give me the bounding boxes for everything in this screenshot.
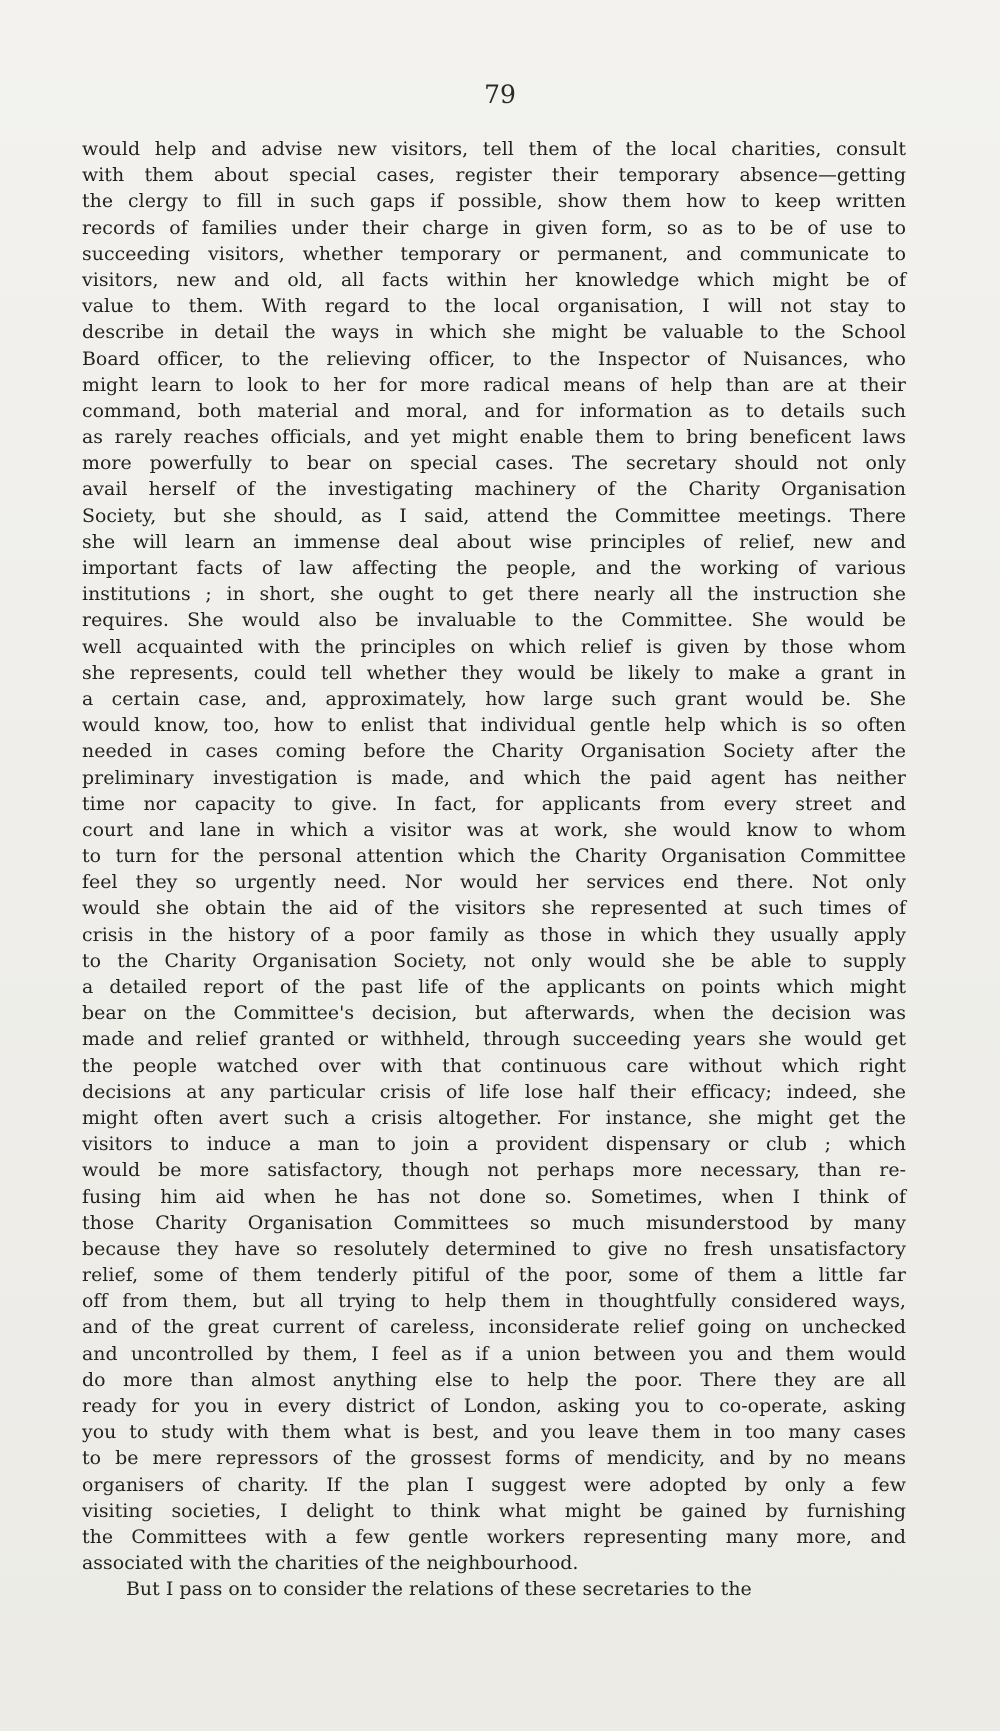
text-line: the clergy to fill in such gaps if possible, show them how to keep written	[82, 190, 906, 213]
text-line: feel they so urgently need. Nor would her services end there. Not only	[82, 871, 906, 894]
text-line: fusing him aid when he has not done so. Sometimes, when I think of	[82, 1185, 906, 1208]
text-line: and uncontrolled by them, I feel as if a union between you and them would	[82, 1342, 906, 1365]
text-line: those Charity Organisation Committees so much misunderstood by many	[82, 1211, 906, 1234]
text-line: the Committees with a few gentle workers representing many more, and	[82, 1525, 906, 1548]
text-line: needed in cases coming before the Charity Organisation Society after the	[82, 740, 906, 763]
text-line: she represents, could tell whether they would be likely to make a grant in	[82, 661, 906, 684]
text-line: to the Charity Organisation Society, not only would she be able to supply	[82, 949, 906, 972]
text-line: command, both material and moral, and for information as to details such	[82, 399, 906, 422]
text-line: relief, some of them tenderly pitiful of the poor, some of them a little far	[82, 1264, 906, 1287]
paragraph-start-line: But I pass on to consider the relations of these secretaries to the	[126, 1578, 752, 1601]
text-line: the people watched over with that continuous care without which right	[82, 1054, 906, 1077]
text-line: would be more satisfactory, though not perhaps more necessary, than re-	[82, 1159, 906, 1182]
text-line: important facts of law affecting the people, and the working of various	[82, 557, 906, 579]
text-line: more powerfully to bear on special cases. The secretary should not only	[82, 452, 906, 475]
text-line: visitors, new and old, all facts within her knowledge which might be of	[82, 268, 906, 291]
text-line: visiting societies, I delight to think what might be gained by furnishing	[82, 1499, 906, 1522]
text-line: do more than almost anything else to help the poor. There they are all	[82, 1368, 906, 1391]
body-text	[82, 136, 906, 1603]
text-line: would know, too, how to enlist that individual gentle help which is so often	[82, 714, 906, 737]
text-line: a detailed report of the past life of the applicants on points which might	[82, 976, 906, 998]
text-line: would she obtain the aid of the visitors she represented at such times of	[82, 897, 906, 920]
text-line: time nor capacity to give. In fact, for applicants from every street and	[82, 792, 906, 815]
text-line: preliminary investigation is made, and which the paid agent has neither	[82, 766, 906, 789]
text-line: requires. She would also be invaluable to the Committee. She would be	[82, 609, 906, 632]
text-line: to turn for the personal attention which the Charity Organisation Committee	[82, 845, 906, 868]
text-line: court and lane in which a visitor was at work, she would know to whom	[82, 818, 906, 841]
text-line: a certain case, and, approximately, how large such grant would be. She	[82, 687, 906, 710]
text-line: crisis in the history of a poor family as those in which they usually apply	[82, 923, 906, 946]
text-line: succeeding visitors, whether temporary or permanent, and communicate to	[82, 242, 906, 265]
text-line: to be mere repressors of the grossest forms of mendicity, and by no means	[82, 1447, 906, 1470]
text-line: you to study with them what is best, and you leave them in too many cases	[82, 1421, 906, 1444]
text-line: would help and advise new visitors, tell them of the local charities, consult	[82, 138, 906, 160]
text-line: ready for you in every district of London, asking you to co-operate, asking	[82, 1395, 906, 1417]
page-number: 79	[484, 80, 516, 109]
text-line: Board officer, to the relieving officer, to the Inspector of Nuisances, who	[82, 347, 906, 370]
text-line: as rarely reaches officials, and yet might enable them to bring beneficent laws	[82, 426, 906, 449]
text-line: might learn to look to her for more radical means of help than are at their	[82, 373, 906, 396]
text-line: because they have so resolutely determined to give no fresh unsatisfactory	[82, 1237, 906, 1260]
text-line: organisers of charity. If the plan I suggest were adopted by only a few	[82, 1473, 906, 1496]
text-line: records of families under their charge in given form, so as to be of use to	[82, 216, 906, 239]
text-line: might often avert such a crisis altogether. For instance, she might get the	[82, 1106, 906, 1129]
text-line: off from them, but all trying to help them in thoughtfully considered ways,	[82, 1290, 906, 1313]
text-line: with them about special cases, register their temporary absence—getting	[82, 164, 906, 187]
text-line: value to them. With regard to the local organisation, I will not stay to	[82, 295, 906, 318]
text-line: avail herself of the investigating machinery of the Charity Organisation	[82, 478, 906, 501]
text-line: describe in detail the ways in which she might be valuable to the School	[82, 321, 906, 344]
text-line: and of the great current of careless, inconsiderate relief going on unchecked	[82, 1316, 906, 1339]
text-line: associated with the charities of the neighbourhood.	[82, 1552, 579, 1575]
text-line: Society, but she should, as I said, attend the Committee meetings. There	[82, 504, 906, 527]
text-line: institutions ; in short, she ought to get there nearly all the instruction she	[82, 583, 906, 606]
text-line: bear on the Committee's decision, but afterwards, when the decision was	[82, 1002, 906, 1025]
text-line: decisions at any particular crisis of life lose half their efficacy; indeed, she	[82, 1080, 906, 1103]
text-line: well acquainted with the principles on which relief is given by those whom	[82, 635, 906, 658]
text-line: made and relief granted or withheld, through succeeding years she would get	[82, 1028, 906, 1051]
text-line: she will learn an immense deal about wise principles of relief, new and	[82, 530, 906, 553]
text-line: visitors to induce a man to join a provident dispensary or club ; which	[82, 1133, 906, 1156]
